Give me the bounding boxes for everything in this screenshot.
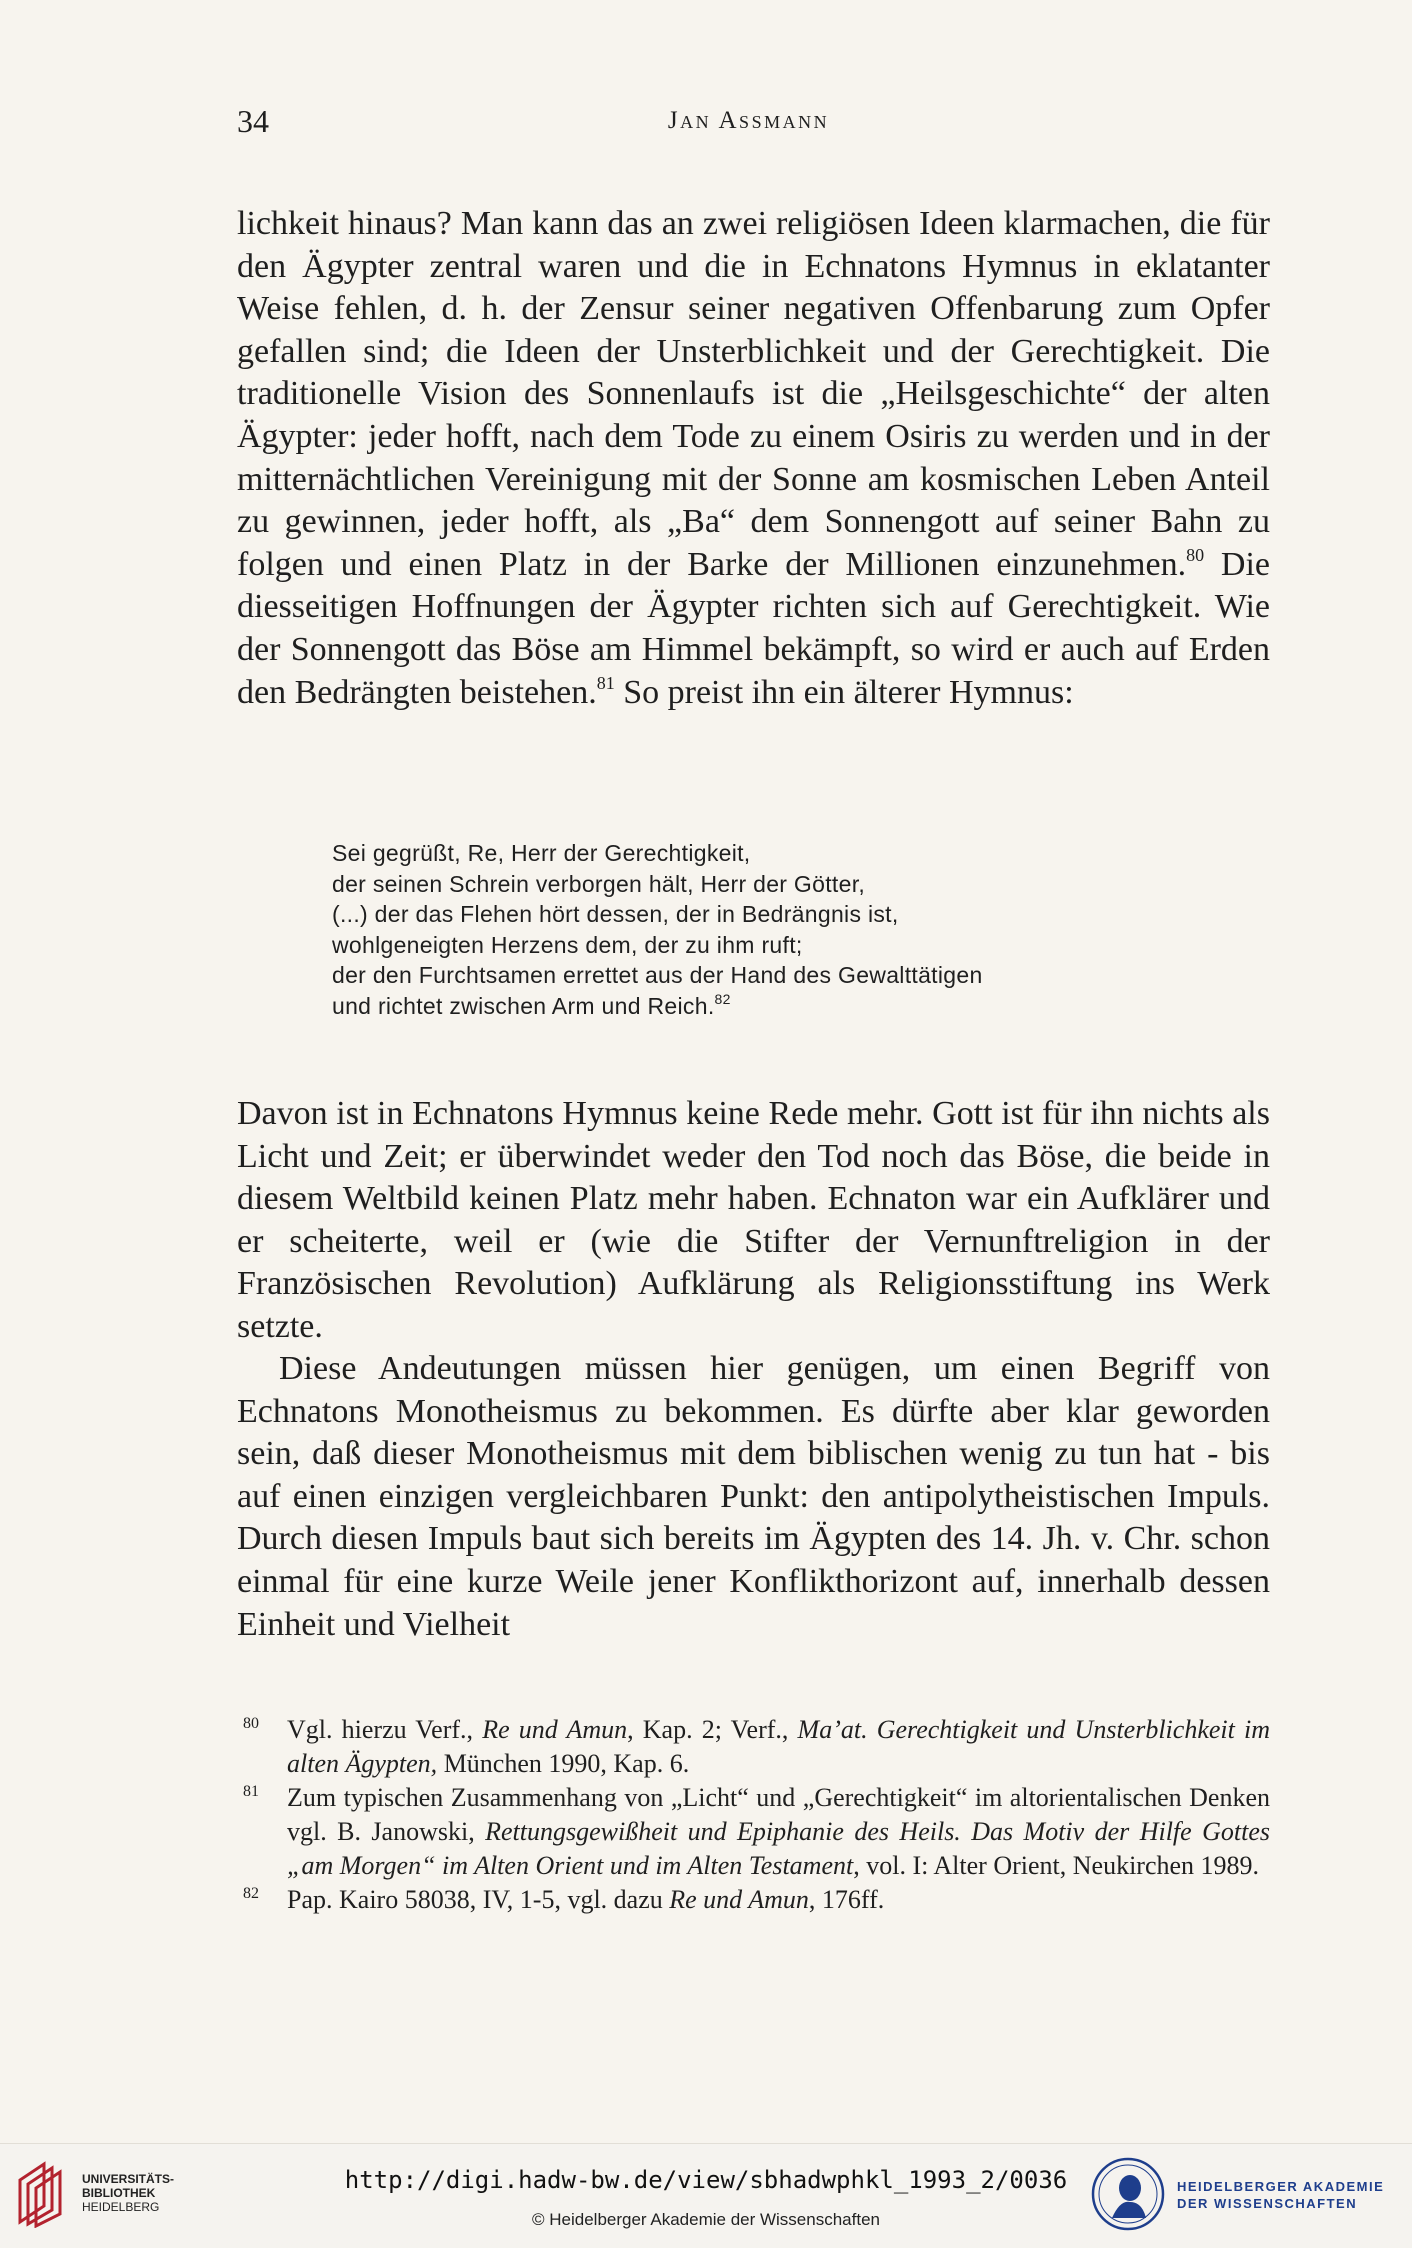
- quote-line: Sei gegrüßt, Re, Herr der Gerechtigkeit,: [332, 840, 751, 866]
- academy-name-line: DER WISSENSCHAFTEN: [1177, 2196, 1358, 2211]
- paragraph-3: Diese Andeutungen müssen hier genügen, um einen Begriff von Echnatons Monotheismus zu bekommen. Es dürfte aber klar geworden sein, daß dieser Monotheismus mit dem biblischen wenig zu tun hat - bis auf einen einzigen vergleichbaren Punkt: den antipolytheistischen Impuls. Durch diesen Impuls baut sich bereits im Ägypten des 14. Jh. v. Chr. schon einmal für eine kurze Weile jener Konflikthorizont auf, innerhalb dessen Einheit und Vielheit: [237, 1350, 1270, 1643]
- paragraph-2: Davon ist in Echnatons Hymnus keine Rede mehr. Gott ist für ihn nichts als Licht und Zeit; er überwindet weder den Tod noch das Böse, die beide in diesem Weltbild keinen Platz mehr haben. Echnaton war ein Aufklärer und er scheiterte, weil er (wie die Stifter der Vernunftreligion in der Französischen Revolution) Aufklärung als Religionsstiftung ins Werk setzte.: [237, 1095, 1270, 1345]
- footnote-number: 82: [243, 1885, 259, 1902]
- footnote-text: , Kap. 2; Verf.,: [627, 1715, 798, 1744]
- academy-name: [1177, 2178, 1384, 2212]
- footnote-ref-81[interactable]: 81: [596, 672, 615, 693]
- viewer-footer: [0, 2143, 1412, 2248]
- footnote-title: Rettungsgewißheit und Epiphanie des Heils. Das Motiv der Hilfe Gottes „am Morgen“ im Alten Orient und im Alten Testament: [287, 1817, 1271, 1880]
- footnote-number: 80: [243, 1715, 259, 1732]
- footnote-ref-82[interactable]: 82: [714, 990, 731, 1007]
- footnote-80: [237, 1713, 1270, 1781]
- paragraph-1-text-2: Die diesseitigen Hoffnungen der Ägypter richten sich auf Gerechtigkeit. Wie der Sonnengott das Böse am Himmel bekämpft, so wird er auch auf Erden den Bedrängten beistehen.: [237, 545, 1270, 711]
- page-number: 34: [237, 103, 269, 139]
- footnote-81: [237, 1781, 1270, 1883]
- academy-seal-icon: [1090, 2156, 1166, 2232]
- hymn-quote: [332, 838, 1192, 1021]
- paragraph-1: [237, 203, 1270, 714]
- paragraph-1-text: lichkeit hinaus? Man kann das an zwei religiösen Ideen klarmachen, die für den Ägypter zentral waren und die in Echnatons Hymnus in eklatanter Weise fehlen, d. h. der Zensur seiner negativen Offenbarung zum Opfer gefallen sind; die Ideen der Unsterblichkeit und der Gerechtigkeit. Die traditionelle Vision des Sonnenlaufs ist die „Heilsgeschichte“ der alten Ägypter: jeder hofft, nach dem Tode zu einem Osiris zu werden und in der mitternächtlichen Vereinigung mit der Sonne am kosmischen Leben Anteil zu gewinnen, jeder hofft, als „Ba“ dem Sonnengott auf seiner Bahn zu folgen und einen Platz in der Barke der Millionen einzunehmen.: [237, 205, 1270, 583]
- footnotes: [237, 1713, 1270, 1917]
- footnote-text: Vgl. hierzu Verf.,: [287, 1715, 483, 1744]
- footnote-text: Pap. Kairo 58038, IV, 1-5, vgl. dazu: [287, 1885, 670, 1914]
- library-name-line: BIBLIOTHEK: [82, 2186, 156, 2200]
- academy-name-line: HEIDELBERGER AKADEMIE: [1177, 2179, 1385, 2194]
- library-name-line: UNIVERSITÄTS-: [82, 2172, 175, 2186]
- quote-line: der den Furchtsamen errettet aus der Hand des Gewalttätigen: [332, 962, 983, 988]
- quote-line-text: und richtet zwischen Arm und Reich.: [332, 992, 715, 1019]
- footnote-text: München 1990, Kap. 6.: [437, 1749, 690, 1778]
- quote-line-last: [332, 991, 1192, 1022]
- quote-line: der seinen Schrein verborgen hält, Herr der Götter,: [332, 870, 866, 897]
- footnote-title: Re und Amun: [669, 1885, 809, 1914]
- running-head: Jan Assmann: [667, 107, 830, 134]
- paragraph-1-text-3: So preist ihn ein älterer Hymnus:: [614, 673, 1074, 711]
- footnote-ref-80[interactable]: 80: [1186, 544, 1205, 565]
- footnote-text: Zum typischen Zusammenhang von „Licht“ und „Gerechtigkeit“ im altorientalischen Denken vgl. B. Janowski,: [287, 1783, 1270, 1846]
- library-name-line: HEIDELBERG: [82, 2200, 160, 2214]
- footnote-title: Re und Amun: [482, 1715, 628, 1744]
- quote-line: wohlgeneigten Herzens dem, der zu ihm ruft;: [332, 931, 803, 958]
- copyright-notice: © Heidelberger Akademie der Wissenschaften: [532, 2210, 880, 2229]
- footnote-text: , 176ff.: [808, 1885, 885, 1914]
- quote-line: (...) der das Flehen hört dessen, der in Bedrängnis ist,: [332, 901, 899, 927]
- footnote-title: Ma’at. Gerechtigkeit und Unsterblichkeit im alten Ägypten,: [287, 1715, 1270, 1778]
- footnote-82: [237, 1883, 1270, 1917]
- page-header: [237, 103, 1260, 143]
- source-url-link[interactable]: http://digi.hadw-bw.de/view/sbhadwphkl_1993_2/0036: [344, 2166, 1068, 2194]
- footnote-text: , vol. I: Alter Orient, Neukirchen 1989.: [853, 1851, 1260, 1880]
- footnote-number: 81: [243, 1783, 259, 1800]
